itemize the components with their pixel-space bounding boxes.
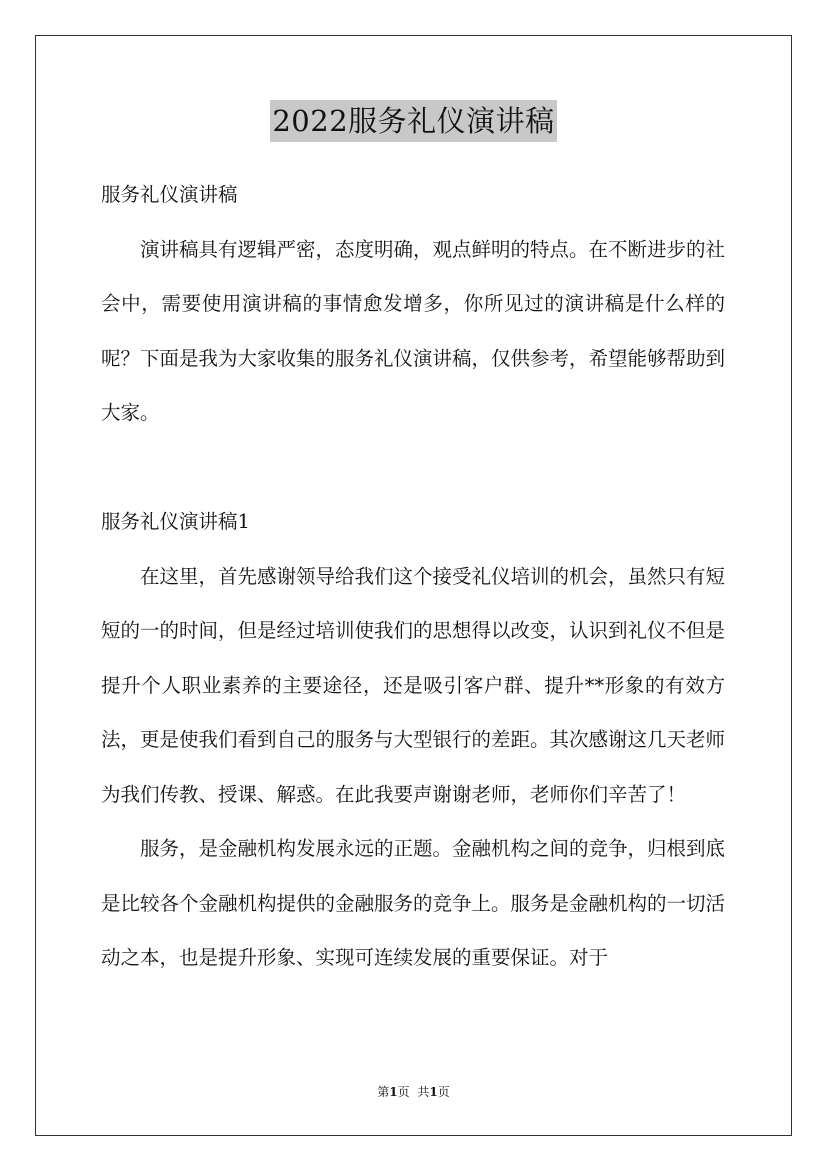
page-footer: [0, 1084, 827, 1100]
subsection-heading: 服务礼仪演讲稿1: [101, 510, 250, 533]
title-wrap: [0, 100, 827, 142]
total-prefix: 共: [417, 1085, 430, 1099]
document-body: [101, 168, 725, 986]
page-suffix: 页: [397, 1085, 410, 1099]
blank-line: [101, 441, 725, 496]
document-title: 2022服务礼仪演讲稿: [270, 100, 556, 142]
page-number: 1: [389, 1085, 398, 1099]
intro-paragraph: 演讲稿具有逻辑严密，态度明确，观点鲜明的特点。在不断进步的社会中，需要使用演讲稿的事情愈发增多，你所见过的演讲稿是什么样的呢？下面是我为大家收集的服务礼仪演讲稿，仅供参考，希望能够帮助到大家。: [101, 237, 726, 424]
body-paragraph-1: 在这里，首先感谢领导给我们这个接受礼仪培训的机会，虽然只有短短的一的时间，但是经过培训使我们的思想得以改变，认识到礼仪不但是提升个人职业素养的主要途径，还是吸引客户群、提升**形象的有效方法，更是使我们看到自己的服务与大型银行的差距。其次感谢这几天老师为我们传教、授课、解惑。在此我要声谢谢老师，老师你们辛苦了！: [101, 564, 726, 806]
body-paragraph-2: 服务，是金融机构发展永远的正题。金融机构之间的竞争，归根到底是比较各个金融机构提供的金融服务的竞争上。服务是金融机构的一切活动之本，也是提升形象、实现可连续发展的重要保证。对于: [101, 837, 726, 969]
section-heading: 服务礼仪演讲稿: [101, 183, 238, 206]
page-prefix: 第: [377, 1085, 390, 1099]
total-suffix: 页: [437, 1085, 450, 1099]
total-pages: 1: [429, 1085, 438, 1099]
